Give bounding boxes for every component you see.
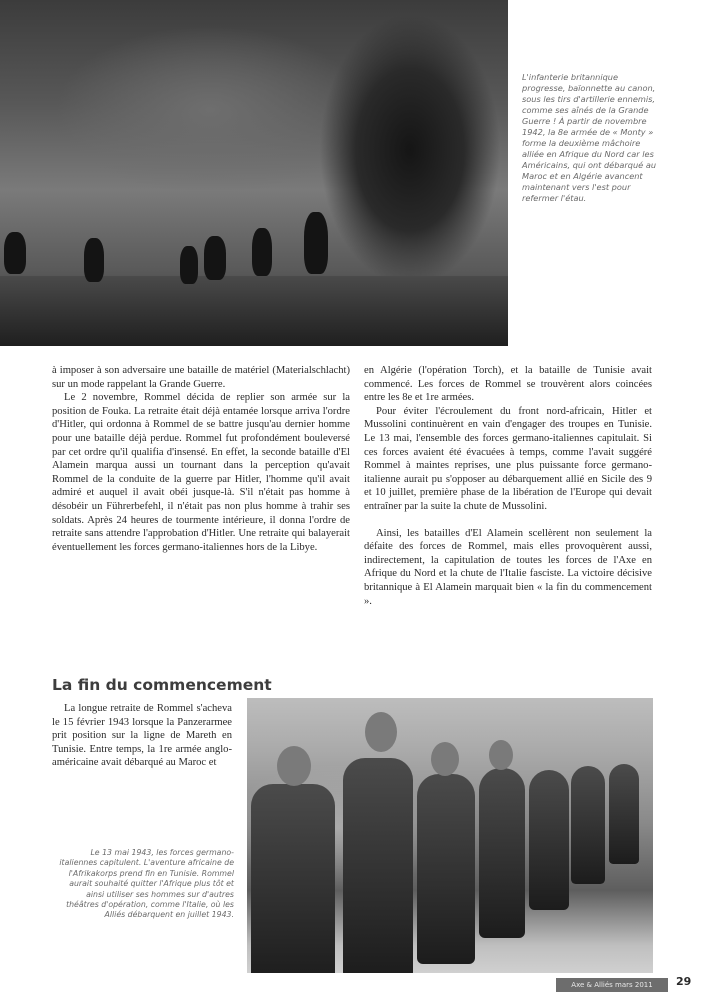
photo-prisoner — [529, 770, 569, 910]
photo-soldier — [304, 212, 328, 274]
left-paragraph-2: Le 2 novembre, Rommel décida de replier son armée sur la position de Fouka. La retraite était déjà entamée lorsque arriva l'ordre d'Hitler, qui ordonna à Rommel de se battre jusqu'au dernier homme pour une bataille déjà perdue. Rommel fut profondément bouleversé par cet ordre qu'il qualifia d'insensé. En effet, la seconde bataille d'El Alamein marqua aussi un tournant dans la perception qu'avait Rommel de la conduite de la guerre par Hitler, l'homme qu'il avait admiré et auquel il avait obéi jusque-là. S'il n'était pas homme à désobéir un Führerbefehl, il n'était pas non plus homme à trahir ses soldats. Après 24 heures de tourmente intérieure, il donna l'ordre de retraite sans attendre l'approbation d'Hitler. Une retraite qui balayerait éventuellement les forces germano-italiennes hors de la Libye. — [52, 392, 350, 553]
photo-soldier — [204, 236, 226, 280]
page-number: 29 — [676, 975, 692, 988]
left-paragraph-1: à imposer à son adversaire une bataille de matériel (Materialschlacht) sur un mode rappelant la Grande Guerre. — [52, 365, 350, 390]
section-paragraph-1: La longue retraite de Rommel s'acheva le 15 février 1943 lorsque la Panzerarmee prit position sur la ligne de Mareth en Tunisie. Entre temps, la 1re armée anglo-américaine avait débarqué au Maroc et — [52, 703, 232, 769]
photo-prisoner-head — [431, 742, 459, 776]
left-column — [52, 364, 350, 554]
top-photo-caption: L'infanterie britannique progresse, baïonnette au canon, sous les tirs d'artillerie ennemis, comme ses aînés de la Grande Guerre ! À partir de novembre 1942, la 8e armée de « Monty » forme la deuxième mâchoire alliée en Afrique du Nord car les Américains, qui ont débarqué au Maroc et en Algérie avancent maintenant vers l'est pour refermer l'étau. — [522, 72, 657, 203]
photo-prisoner — [479, 768, 525, 938]
bottom-photo-caption: Le 13 mai 1943, les forces germano-italiennes capitulent. L'aventure africaine de l'Afrikakorps prend fin en Tunisie. Rommel aurait souhaité quitter l'Afrique plus tôt et ainsi utiliser ses hommes sur d'autres théâtres d'opération, comme l'Italie, où les Alliés débarquent en juillet 1943. — [59, 848, 234, 920]
top-photo-infantry — [0, 0, 508, 346]
right-column — [364, 364, 652, 608]
right-paragraph-3: Ainsi, les batailles d'El Alamein scellèrent non seulement la défaite des forces de Rommel, mais elles provoquèrent aussi, indirectement, la capitulation de toutes les forces de l'Axe en Afrique du Nord et la chute de l'Italie fasciste. La victoire décisive britannique à El Alamein marquait bien « la fin du commencement ». — [364, 527, 652, 607]
right-paragraph-2: Pour éviter l'écroulement du front nord-africain, Hitler et Mussolini continuèrent en vain d'engager des troupes en Tunisie. Le 13 mai, l'ensemble des forces germano-italiennes capitulait. Si ces forces avaient été évacuées à temps, comme l'avait suggéré Rommel à maintes reprises, une plus puissante force germano-italienne aurait pu s'opposer au débarquement allié en Sicile des 9 et 10 juillet, première phase de la libération de l'Europe qui devait entraîner par la suite la chute de Mussolini. — [364, 405, 652, 512]
photo-prisoner — [609, 764, 639, 864]
photo-prisoner — [571, 766, 605, 884]
photo-soldier — [4, 232, 26, 274]
photo-prisoner-head — [365, 712, 397, 752]
photo-soldier — [84, 238, 104, 282]
section-column — [52, 702, 232, 770]
section-heading: La fin du commencement — [52, 676, 272, 694]
photo-soldier — [252, 228, 272, 276]
magazine-footer-tag: Axe & Alliés mars 2011 — [556, 978, 668, 992]
photo-prisoner-head — [489, 740, 513, 770]
photo-prisoner — [251, 784, 335, 973]
photo-prisoner — [417, 774, 475, 964]
photo-prisoner — [343, 758, 413, 973]
right-paragraph-1: en Algérie (l'opération Torch), et la bataille de Tunisie avait commencé. Les forces de Rommel se trouvèrent alors coincées entre les 8e et 1re armées. — [364, 365, 652, 404]
bottom-photo-prisoners — [247, 698, 653, 973]
photo-prisoner-head — [277, 746, 311, 786]
photo-soldier — [180, 246, 198, 284]
photo-ground — [0, 276, 508, 346]
